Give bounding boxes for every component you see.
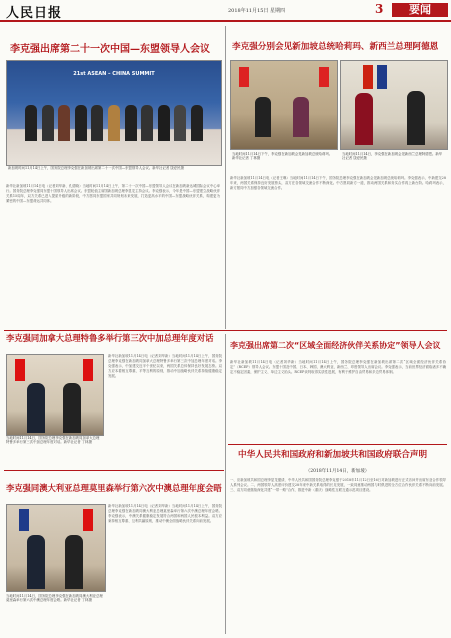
column-divider-lower [225, 334, 226, 634]
article-6-photo [6, 504, 106, 592]
article-3-caption: 当地时间11月14日，国务院总理李克强在新加坡同加拿大总理特鲁多举行第三次中加总理年度对话。新华社记者 丁林摄 [6, 436, 100, 445]
article-3-body: 新华社新加坡11月14日电（记者刘华新）当地时间11月14日上午，国务院总理李克强在新加坡同加拿大总理特鲁多举行第三次中加总理年度对话。李克强表示，中加建交近半个世纪以来，两国关系总体保持良好发展态势。双方应本着相互尊重、平等互利的原则，推动中加战略伙伴关系持续健康稳定发展。 [108, 354, 222, 378]
article-1-headline: 李克强出席第二十一次中国—东盟领导人会议 [10, 44, 210, 55]
article-2-body: 新华社新加坡11月14日电（记者王琳）当地时间11月14日下午，国务院总理李克强在新加坡会见新加坡总统哈莉玛。李克强表示，中新建交28年来，两国关系保持良好发展势头，双方在各领域交流合作不断深化。中方愿同新方一道，推动两国关系和务实合作再上新台阶。哈莉玛表示，新方愿同中方加强各领域交流合作。 [230, 176, 446, 190]
article-4-headline: 李克强出席第二次“区域全面经济伙伴关系协定”领导人会议 [230, 341, 441, 350]
column-divider [225, 26, 226, 329]
newspaper-logo: 人民日报 [6, 6, 63, 21]
article-3-headline: 李克强同加拿大总理特鲁多举行第三次中加总理年度对话 [6, 333, 214, 343]
article-6-caption: 当地时间11月14日，国务院总理李克强在新加坡同澳大利亚总理莫里森举行第六次中澳总理年度会晤。新华社记者 丁林摄 [6, 594, 103, 603]
article-1-photo [6, 60, 222, 166]
article-2-photo-left [230, 60, 338, 150]
article-5-body: 一、应新加坡共和国总理李显龙邀请，中华人民共和国国务院总理李克强于2018年11月12日至16日对新加坡进行正式访问并出席东亚合作领导人系列会议。二、两国领导人高度评价建交28年来中新关系取得的长足发展，一致同意推动两国与时俱进的全方位合作伙伴关系不断向前发展。三、双方同意继续深化共建“一带一路”合作，推进中新（重庆）战略性互联互通示范项目建设。 [230, 478, 446, 492]
article-2-headline: 李克强分别会见新加坡总统哈莉玛、新西兰总理阿德恩 [232, 42, 439, 52]
article-2-caption-right: 当地时间11月14日，李克强在新加坡会见新西兰总理阿德恩。新华社记者 饶爱民摄 [342, 152, 443, 161]
article-6-headline: 李克强同澳大利亚总理莫里森举行第六次中澳总理年度会晤 [6, 483, 222, 493]
section-divider-right [228, 444, 447, 445]
article-1-caption: 新加坡时间11月14日上午，国务院总理李克强在新加坡出席第二十一次中国—东盟领导人会议。新华社记者 饶爱民摄 [8, 166, 184, 170]
article-3-photo [6, 354, 104, 436]
article-2-photo-right [340, 60, 448, 150]
section-divider-left [4, 470, 224, 471]
page-number: 3 [375, 2, 384, 16]
issue-date: 2018年11月15日 星期四 [228, 8, 286, 14]
article-6-body: 新华社新加坡11月14日电（记者刘华新）当地时间11月14日上午，国务院总理李克强在新加坡同澳大利亚总理莫里森举行第六次中澳总理年度会晤。李克强表示，中澳关系健康稳定发展符合两国和两国人民根本利益。双方应秉持相互尊重、互利共赢原则，推动中澳全面战略伙伴关系向前发展。 [108, 504, 222, 523]
article-1-body: 新华社新加坡11月14日电（记者刘华新、孔德晓）当地时间11月14日上午，第二十一次中国—东盟领导人会议在新加坡新达城国际会议中心举行。国务院总理李克强同东盟十国领导人出席会议。东盟轮值主席国新加坡总理李显龙主持会议。李克强表示，今年是中国—东盟建立战略伙伴关系15周年，双方关系已进入提质升级的新阶段，中方愿同东盟国家共同规划未来发展，打造更高水平的中国—东盟战略伙伴关系，构建更为紧密的中国—东盟命运共同体。 [6, 184, 220, 203]
article-4-body: 新华社新加坡11月14日电（记者刘华新）当地时间11月14日上午，国务院总理李克强在新加坡出席第二次“区域全面经济伙伴关系协定”（RCEP）领导人会议。东盟十国及中国、日本、韩国、澳大利亚、新西兰、印度领导人出席会议。李克强表示，当前世界经济面临诸多不确定不稳定因素，保护主义、单边主义抬头。RCEP谈判取得实质性进展，有利于维护自由贸易和多边贸易体制。 [230, 360, 446, 374]
article-5-subhead: （2018年11月14日，新加坡） [305, 469, 370, 474]
section-divider [4, 330, 447, 331]
article-2-caption-left: 当地时间11月14日下午，李克强在新加坡会见新加坡总统哈莉玛。新华社记者 丁林摄 [232, 152, 333, 161]
article-5-headline: 中华人民共和国政府和新加坡共和国政府联合声明 [238, 450, 428, 460]
leaders-group [25, 105, 203, 145]
section-label: 要闻 [392, 3, 448, 17]
summit-banner-text: 21st ASEAN – CHINA SUMMIT [73, 71, 155, 77]
